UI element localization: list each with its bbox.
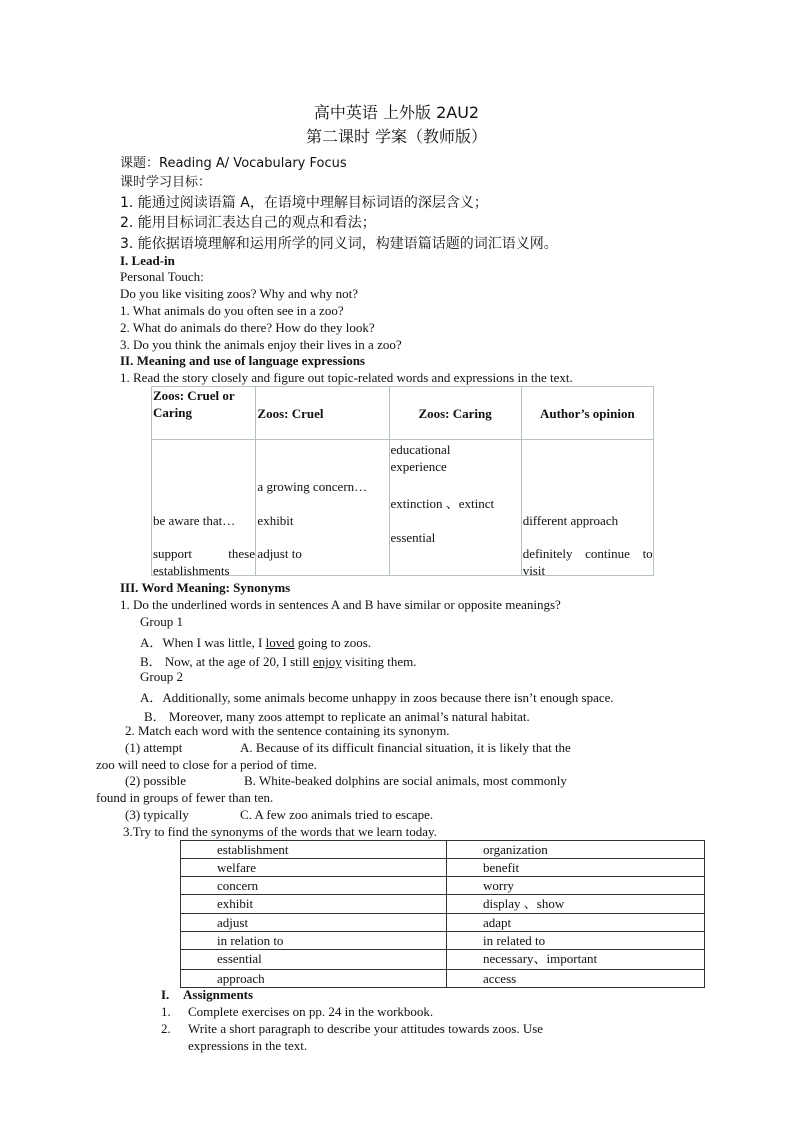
goal-item: 2. 能用目标词汇表达自己的观点和看法；	[120, 215, 376, 231]
syn-synonym: adapt	[447, 914, 705, 932]
syn-word: concern	[181, 877, 447, 895]
goal-item: 1. 能通过阅读语篇 A，在语境中理解目标词语的深层含义；	[120, 195, 488, 211]
question-2: 2. Match each word with the sentence containing its synonym.	[125, 723, 450, 738]
expression-exhibit: exhibit	[257, 513, 294, 528]
lead-in-line: 2. What do animals do there? How do they look?	[120, 320, 375, 335]
section-heading-meaning: II. Meaning and use of language expressions	[120, 353, 365, 368]
expression-essential: essential	[390, 530, 436, 545]
match-sentence: B. White-beaked dolphins are social animals, most commonly	[244, 773, 567, 788]
lead-in-line: Do you like visiting zoos? Why and why not?	[120, 286, 359, 301]
syn-synonym: display 、show	[447, 895, 705, 914]
syn-synonym: organization	[447, 841, 705, 859]
underlined-word: enjoy	[312, 654, 342, 669]
syn-word: approach	[181, 970, 447, 988]
expression-support: support these establishments	[153, 546, 255, 578]
assignment-number: 1.	[161, 1004, 171, 1019]
match-sentence: A. Because of its difficult financial situation, it is likely that the	[240, 740, 571, 755]
table-header: Zoos: Cruel	[256, 387, 389, 440]
expression-approach: different approach	[522, 513, 619, 528]
sentence-g1-a: A．When I was little, I loved going to zoos.	[140, 635, 372, 650]
underlined-word: loved	[265, 635, 295, 650]
syn-word: establishment	[181, 841, 447, 859]
lead-in-line: 1. What animals do you often see in a zoo?	[120, 303, 344, 318]
group-label: Group 2	[140, 669, 183, 684]
syn-word: in relation to	[181, 932, 447, 950]
assignments-number: I.	[161, 987, 170, 1002]
assignment-number: 2.	[161, 1021, 171, 1036]
expression-aware: be aware that…	[153, 513, 236, 528]
goal-item: 3. 能依据语境理解和运用所学的同义词，构建语篇话题的词汇语义网。	[120, 236, 558, 252]
table-header: Author’s opinion	[521, 387, 653, 440]
syn-synonym: necessary、important	[447, 950, 705, 970]
expression-continue: definitely continue to visit	[522, 546, 653, 578]
expression-adjust: adjust to	[257, 546, 302, 561]
lead-in-line: Personal Touch:	[120, 269, 204, 284]
syn-synonym: benefit	[447, 859, 705, 877]
assignments-heading: Assignments	[183, 987, 254, 1002]
table-cell	[152, 440, 256, 576]
expression-concern: a growing concern…	[257, 479, 368, 494]
match-sentence: C. A few zoo animals tried to escape.	[240, 807, 434, 822]
lesson-topic: 课题：Reading A/ Vocabulary Focus	[120, 156, 347, 171]
match-sentence-cont: zoo will need to close for a period of time.	[96, 757, 317, 772]
expressions-table	[151, 386, 654, 576]
match-word: (3) typically	[125, 807, 189, 822]
sentence-g2-b: B． Moreover, many zoos attempt to replicate an animal’s natural habitat.	[144, 709, 530, 724]
syn-synonym: worry	[447, 877, 705, 895]
assignment-item-cont: expressions in the text.	[188, 1038, 308, 1053]
sentence-g2-a: A．Additionally, some animals become unhappy in zoos because there isn’t enough space.	[140, 690, 614, 705]
sentence-g1-b: B． Now, at the age of 20, I still enjoy visiting them.	[140, 654, 417, 669]
section2-instruction: 1. Read the story closely and figure out topic-related words and expressions in the text.	[120, 370, 573, 385]
goals-label: 课时学习目标：	[120, 175, 212, 190]
assignment-item: Complete exercises on pp. 24 in the workbook.	[188, 1004, 434, 1019]
synonyms-table	[180, 840, 705, 988]
match-word: (2) possible	[125, 773, 187, 788]
table-header: Zoos: Caring	[389, 387, 521, 440]
table-header: Zoos: Cruel or Caring	[152, 387, 256, 440]
syn-word: exhibit	[181, 895, 447, 914]
match-word: (1) attempt	[125, 740, 183, 755]
lead-in-line: 3. Do you think the animals enjoy their lives in a zoo?	[120, 337, 402, 352]
match-sentence-cont: found in groups of fewer than ten.	[96, 790, 274, 805]
expression-extinction: extinction 、extinct	[390, 496, 495, 511]
section-heading-synonyms: III. Word Meaning: Synonyms	[120, 580, 291, 595]
table-cell	[256, 440, 389, 576]
group-label: Group 1	[140, 614, 183, 629]
syn-synonym: in related to	[447, 932, 705, 950]
syn-word: essential	[181, 950, 447, 970]
page-subtitle: 第二课时 学案（教师版）	[305, 127, 488, 146]
section-heading-lead-in: I. Lead-in	[120, 253, 175, 268]
assignment-item: Write a short paragraph to describe your attitudes towards zoos. Use	[188, 1021, 544, 1036]
question-1: 1. Do the underlined words in sentences A and B have similar or opposite meanings?	[120, 597, 561, 612]
syn-word: adjust	[181, 914, 447, 932]
expression-educational: educational experience	[390, 442, 451, 474]
syn-word: welfare	[181, 859, 447, 877]
table-cell	[521, 440, 653, 576]
syn-synonym: access	[447, 970, 705, 988]
question-3: 3.Try to find the synonyms of the words that we learn today.	[123, 824, 437, 839]
table-cell	[389, 440, 521, 576]
page-title: 高中英语 上外版 2AU2	[313, 103, 480, 122]
